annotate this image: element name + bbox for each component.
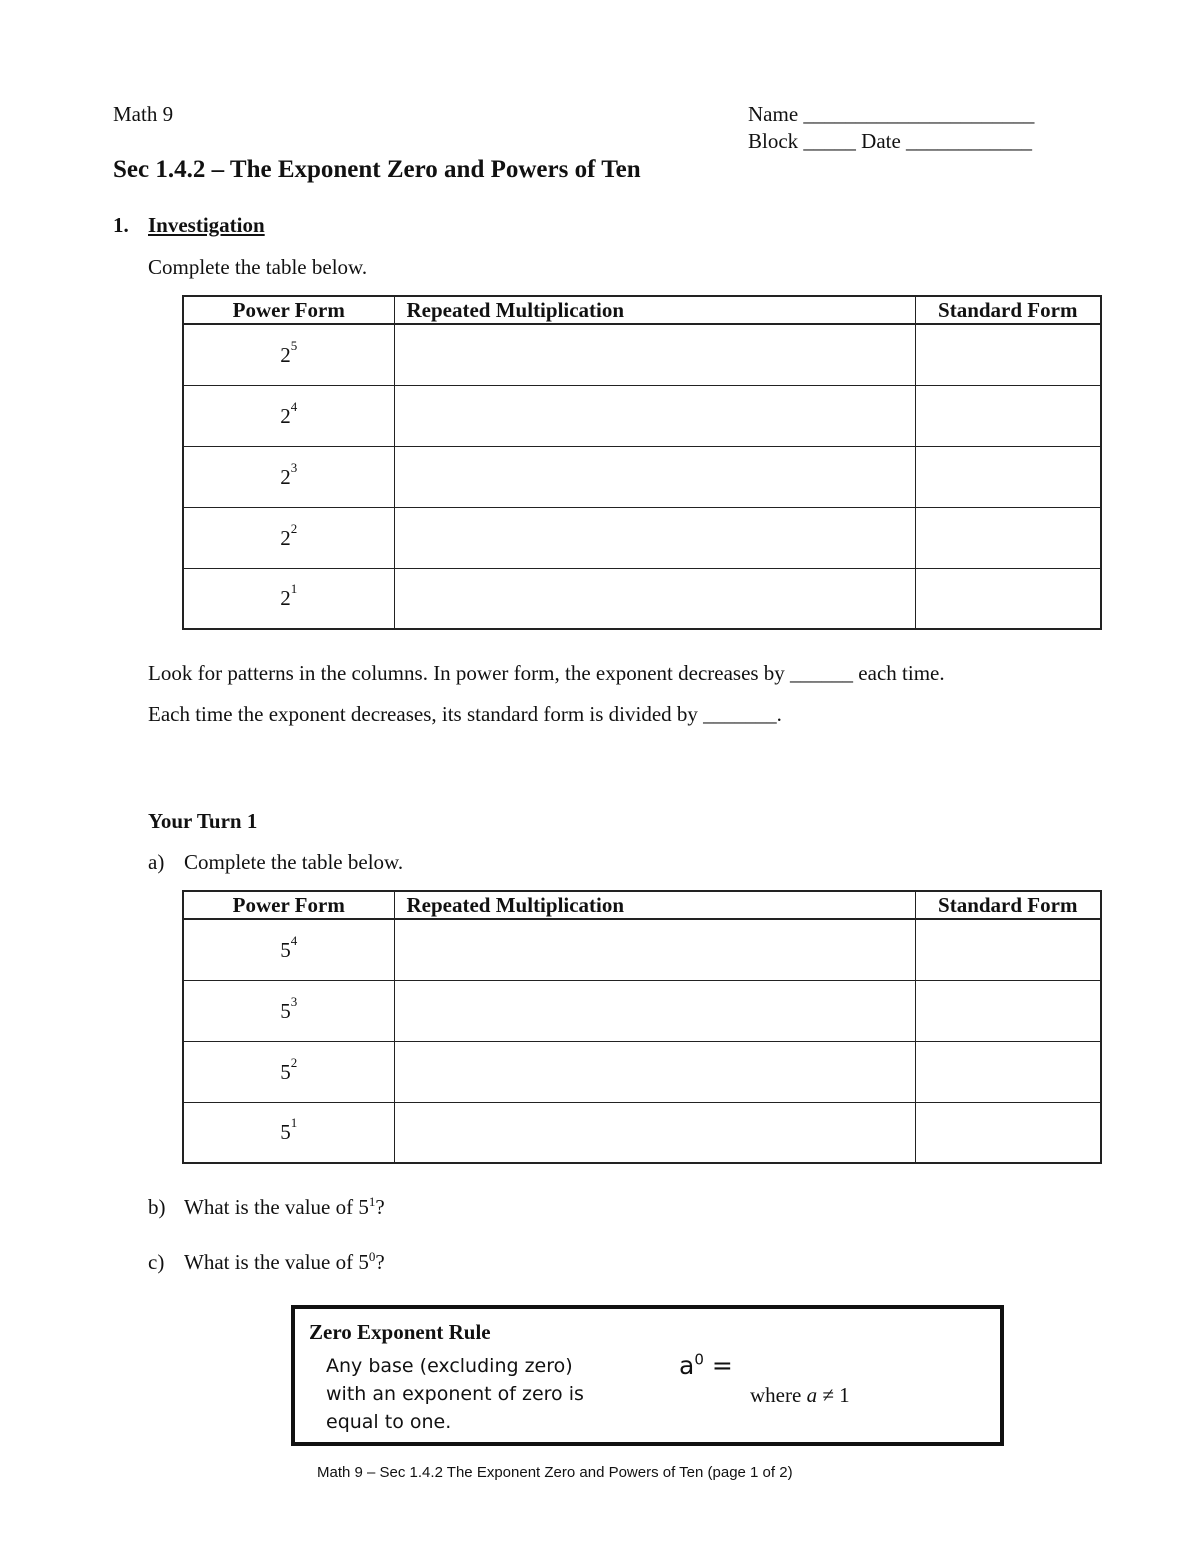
power-form-cell (183, 568, 394, 629)
pattern-question-1[interactable]: Look for patterns in the columns. In power form, the exponent decreases by ______ each time. (148, 661, 945, 685)
standard-form-cell[interactable] (915, 568, 1101, 629)
table-row (183, 919, 1101, 980)
section-number: 1. (113, 213, 129, 237)
part-b-exponent: 1 (368, 1194, 376, 1209)
exponent: 1 (290, 1115, 298, 1131)
standard-form-cell[interactable] (915, 1041, 1101, 1102)
table-row (183, 324, 1101, 385)
header-repeated-multiplication: Repeated Multiplication (394, 296, 915, 324)
zero-exponent-rule-box (291, 1305, 1004, 1446)
where-variable: a (806, 1383, 818, 1407)
repeated-multiplication-cell[interactable] (394, 324, 915, 385)
base: 2 (280, 525, 291, 550)
part-b-text: What is the value of 5 (184, 1195, 369, 1219)
header-power-form: Power Form (183, 891, 394, 919)
where-inequality: ≠ 1 (817, 1383, 850, 1407)
section-heading: Investigation (148, 213, 265, 237)
exponent: 1 (290, 581, 298, 597)
repeated-multiplication-cell[interactable] (394, 1041, 915, 1102)
rule-line-1: Any base (excluding zero) (326, 1355, 573, 1377)
power-form-cell (183, 1041, 394, 1102)
standard-form-cell[interactable] (915, 919, 1101, 980)
part-b-label: b) (148, 1195, 166, 1219)
exponent: 3 (290, 993, 298, 1009)
base: 2 (280, 464, 291, 489)
table-header-row (183, 296, 1101, 324)
course-label: Math 9 (113, 102, 174, 126)
instruction-text: Complete the table below. (148, 255, 368, 279)
part-a-text: Complete the table below. (184, 850, 404, 874)
repeated-multiplication-cell[interactable] (394, 385, 915, 446)
power-form-cell (183, 324, 394, 385)
part-b-end: ? (375, 1195, 385, 1219)
repeated-multiplication-cell[interactable] (394, 446, 915, 507)
table-row (183, 980, 1101, 1041)
part-c-end: ? (375, 1250, 385, 1274)
where-text: where (750, 1383, 807, 1407)
exponent: 4 (290, 398, 298, 414)
exponent: 2 (290, 1054, 298, 1070)
block-date-field[interactable]: Block _____ Date ____________ (748, 129, 1033, 153)
rule-heading: Zero Exponent Rule (309, 1320, 491, 1344)
pattern-question-2[interactable]: Each time the exponent decreases, its standard form is divided by _______. (148, 702, 782, 726)
formula-exponent: 0 (694, 1350, 704, 1369)
rule-condition (750, 1383, 850, 1408)
repeated-multiplication-cell[interactable] (394, 980, 915, 1041)
your-turn-table (182, 890, 1102, 1164)
standard-form-cell[interactable] (915, 507, 1101, 568)
power-form-cell (183, 1102, 394, 1163)
standard-form-cell[interactable] (915, 1102, 1101, 1163)
part-c-label: c) (148, 1250, 165, 1274)
rule-line-3: equal to one. (326, 1411, 452, 1433)
repeated-multiplication-cell[interactable] (394, 919, 915, 980)
power-form-cell (183, 385, 394, 446)
part-c-text: What is the value of 5 (184, 1250, 369, 1274)
page-footer: Math 9 – Sec 1.4.2 The Exponent Zero and Powers of Ten (page 1 of 2) (317, 1464, 793, 1481)
base: 2 (280, 342, 291, 367)
exponent: 4 (290, 932, 298, 948)
exponent: 3 (290, 459, 298, 475)
header-repeated-multiplication: Repeated Multiplication (394, 891, 915, 919)
table-row (183, 568, 1101, 629)
rule-formula (679, 1351, 733, 1380)
repeated-multiplication-cell[interactable] (394, 568, 915, 629)
table-row (183, 507, 1101, 568)
table-row (183, 1041, 1101, 1102)
exponent: 2 (290, 520, 298, 536)
standard-form-cell[interactable] (915, 324, 1101, 385)
repeated-multiplication-cell[interactable] (394, 1102, 915, 1163)
investigation-table (182, 295, 1102, 630)
table-header-row (183, 891, 1101, 919)
power-form-cell (183, 446, 394, 507)
base: 5 (280, 1120, 291, 1145)
table-row (183, 385, 1101, 446)
part-c-exponent: 0 (368, 1249, 376, 1264)
part-b-question (184, 1195, 385, 1220)
table-row (183, 446, 1101, 507)
base: 5 (280, 998, 291, 1023)
your-turn-heading: Your Turn 1 (148, 809, 258, 833)
formula-equals: = (703, 1351, 733, 1380)
power-form-cell (183, 919, 394, 980)
standard-form-cell[interactable] (915, 446, 1101, 507)
base: 2 (280, 586, 291, 611)
power-form-cell (183, 507, 394, 568)
base: 2 (280, 403, 291, 428)
standard-form-cell[interactable] (915, 385, 1101, 446)
page-title: Sec 1.4.2 – The Exponent Zero and Powers of Ten (113, 156, 641, 183)
standard-form-cell[interactable] (915, 980, 1101, 1041)
header-standard-form: Standard Form (915, 891, 1101, 919)
rule-line-2: with an exponent of zero is (326, 1383, 584, 1405)
part-c-question (184, 1250, 385, 1275)
base: 5 (280, 937, 291, 962)
base: 5 (280, 1059, 291, 1084)
repeated-multiplication-cell[interactable] (394, 507, 915, 568)
header-power-form: Power Form (183, 296, 394, 324)
part-a-label: a) (148, 850, 165, 874)
name-field[interactable]: Name ______________________ (748, 102, 1035, 126)
header-standard-form: Standard Form (915, 296, 1101, 324)
power-form-cell (183, 980, 394, 1041)
exponent: 5 (290, 337, 298, 353)
formula-base: a (679, 1351, 695, 1380)
table-row (183, 1102, 1101, 1163)
